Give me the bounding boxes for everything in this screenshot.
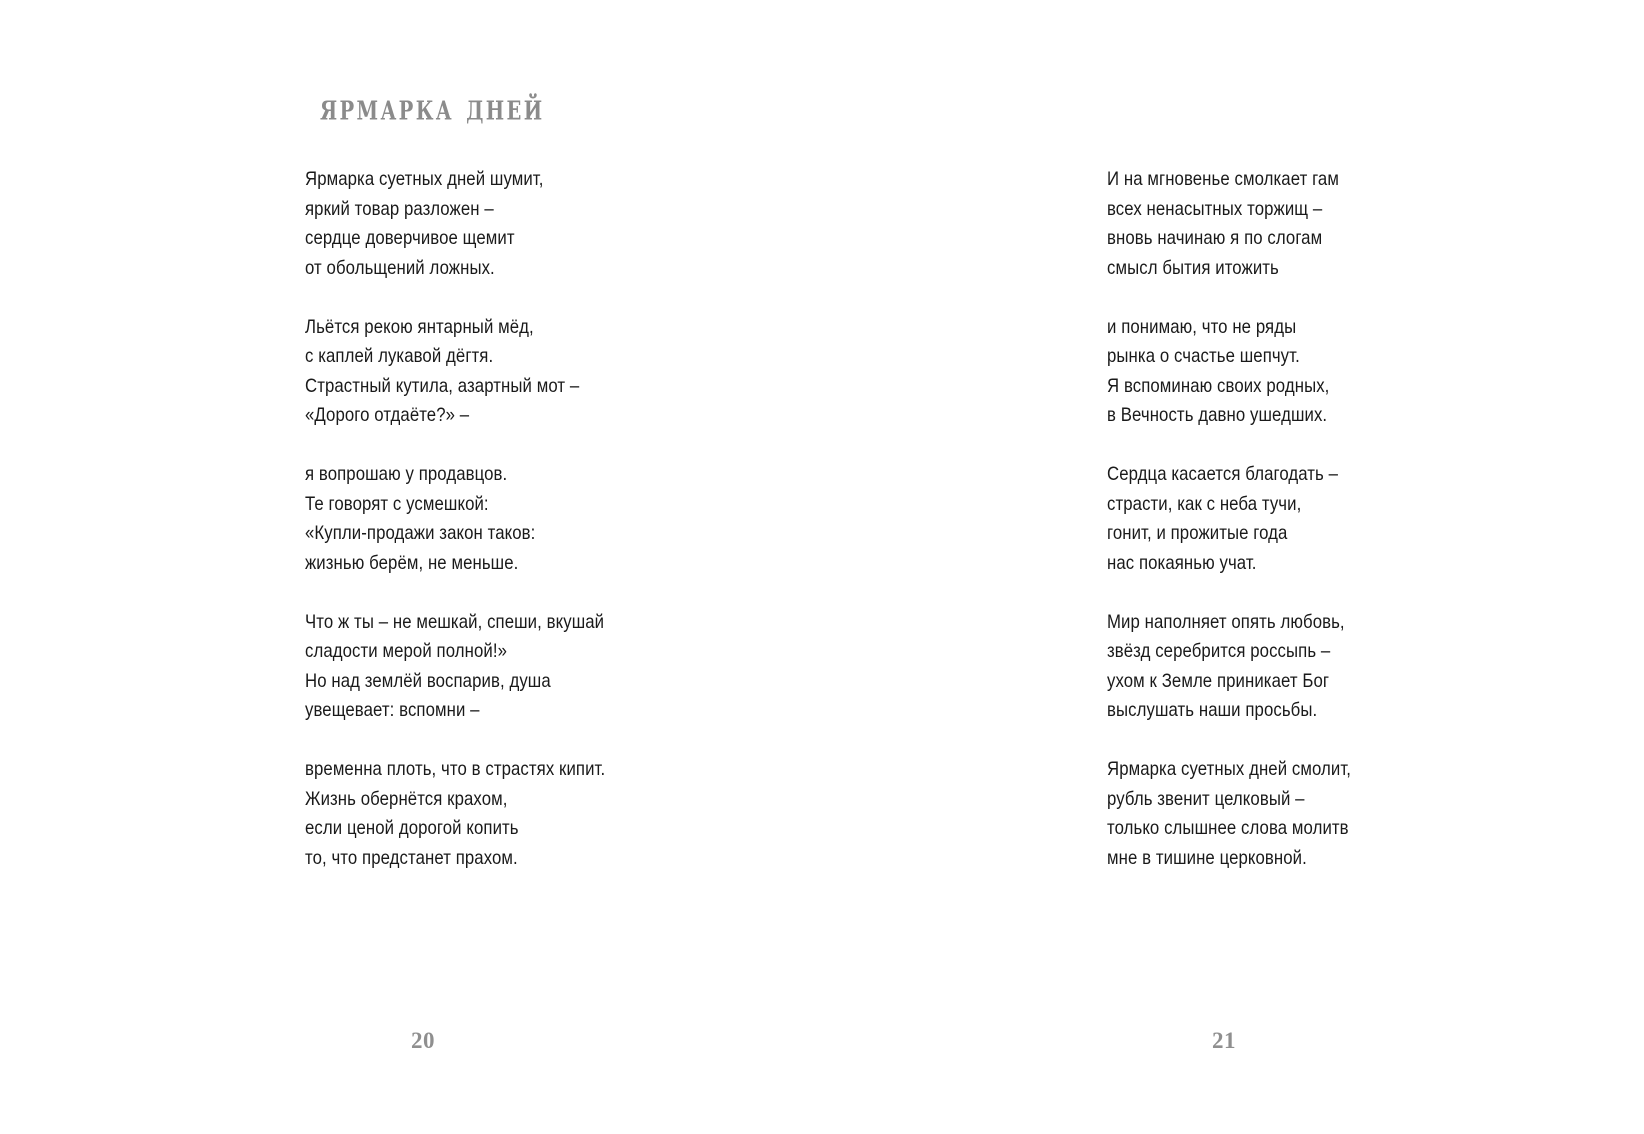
poem-body-left	[305, 165, 605, 873]
poem-line: Сердца касается благодать –	[1107, 463, 1339, 485]
poem-line: от обольщений ложных.	[305, 256, 495, 279]
poem-line: смысл бытия итожить	[1107, 256, 1279, 279]
poem-line: выслушать наши просьбы.	[1107, 699, 1318, 721]
page-right	[822, 0, 1644, 1134]
page-number: 21	[1212, 1028, 1236, 1053]
poem-line: Льётся рекою янтарный мёд,	[305, 315, 534, 338]
poem-line: вновь начинаю я по слогам	[1107, 227, 1323, 249]
stanza	[1107, 313, 1351, 431]
poem-title: ярмарка дней	[320, 85, 545, 130]
stanza	[305, 313, 605, 431]
poem-line: Страстный кутила, азартный мот –	[305, 374, 580, 397]
poem-line: только слышнее слова молитв	[1107, 817, 1349, 839]
poem-line: страсти, как с неба тучи,	[1107, 492, 1302, 515]
poem-line: всех ненасытных торжищ –	[1107, 197, 1323, 220]
page-number: 20	[411, 1028, 435, 1053]
poem-line: «Купли-продажи закон таков:	[305, 522, 536, 544]
poem-line: увещевает: вспомни –	[305, 699, 480, 721]
poem-line: Что ж ты – не мешкай, спеши, вкушай	[305, 610, 605, 633]
poem-line: гонит, и прожитые года	[1107, 522, 1288, 544]
poem-line: с каплей лукавой дёгтя.	[305, 345, 494, 367]
poem-line: если ценой дорогой копить	[305, 817, 519, 839]
poem-line: то, что предстанет прахом.	[305, 846, 518, 869]
stanza	[1107, 165, 1351, 283]
poem-line: звёзд серебрится россыпь –	[1107, 640, 1331, 662]
stanza	[1107, 608, 1351, 726]
poem-line: Мир наполняет опять любовь,	[1107, 610, 1345, 633]
stanza	[305, 608, 605, 726]
poem-line: ухом к Земле приникает Бог	[1107, 669, 1330, 692]
poem-line: Но над землёй воспарив, душа	[305, 669, 551, 692]
poem-line: я вопрошаю у продавцов.	[305, 463, 508, 485]
poem-line: временна плоть, что в страстях кипит.	[305, 758, 606, 780]
poem-line: нас покаянью учат.	[1107, 551, 1257, 574]
stanza	[305, 460, 605, 578]
poem-line: и понимаю, что не ряды	[1107, 315, 1297, 338]
poem-line: Ярмарка суетных дней смолит,	[1107, 758, 1352, 780]
poem-line: Ярмарка суетных дней шумит,	[305, 168, 544, 190]
poem-line: И на мгновенье смолкает гам	[1107, 168, 1339, 190]
poem-body-right	[1107, 165, 1351, 873]
poem-line: жизнью берём, не меньше.	[305, 551, 519, 574]
stanza	[1107, 755, 1351, 873]
poem-line: сердце доверчивое щемит	[305, 227, 515, 249]
poem-line: Я вспоминаю своих родных,	[1107, 374, 1330, 397]
poem-line: Те говорят с усмешкой:	[305, 492, 489, 515]
poem-line: «Дорого отдаёте?» –	[305, 404, 470, 426]
stanza	[1107, 460, 1351, 578]
poem-line: рубль звенит целковый –	[1107, 787, 1305, 810]
poem-line: мне в тишине церковной.	[1107, 846, 1307, 869]
poem-line: Жизнь обернётся крахом,	[305, 787, 508, 810]
poem-line: рынка о счастье шепчут.	[1107, 345, 1300, 367]
poem-line: в Вечность давно ушедших.	[1107, 404, 1328, 426]
stanza	[305, 165, 605, 283]
poem-line: сладости мерой полной!»	[305, 640, 507, 662]
stanza	[305, 755, 605, 873]
poem-line: яркий товар разложен –	[305, 197, 494, 220]
